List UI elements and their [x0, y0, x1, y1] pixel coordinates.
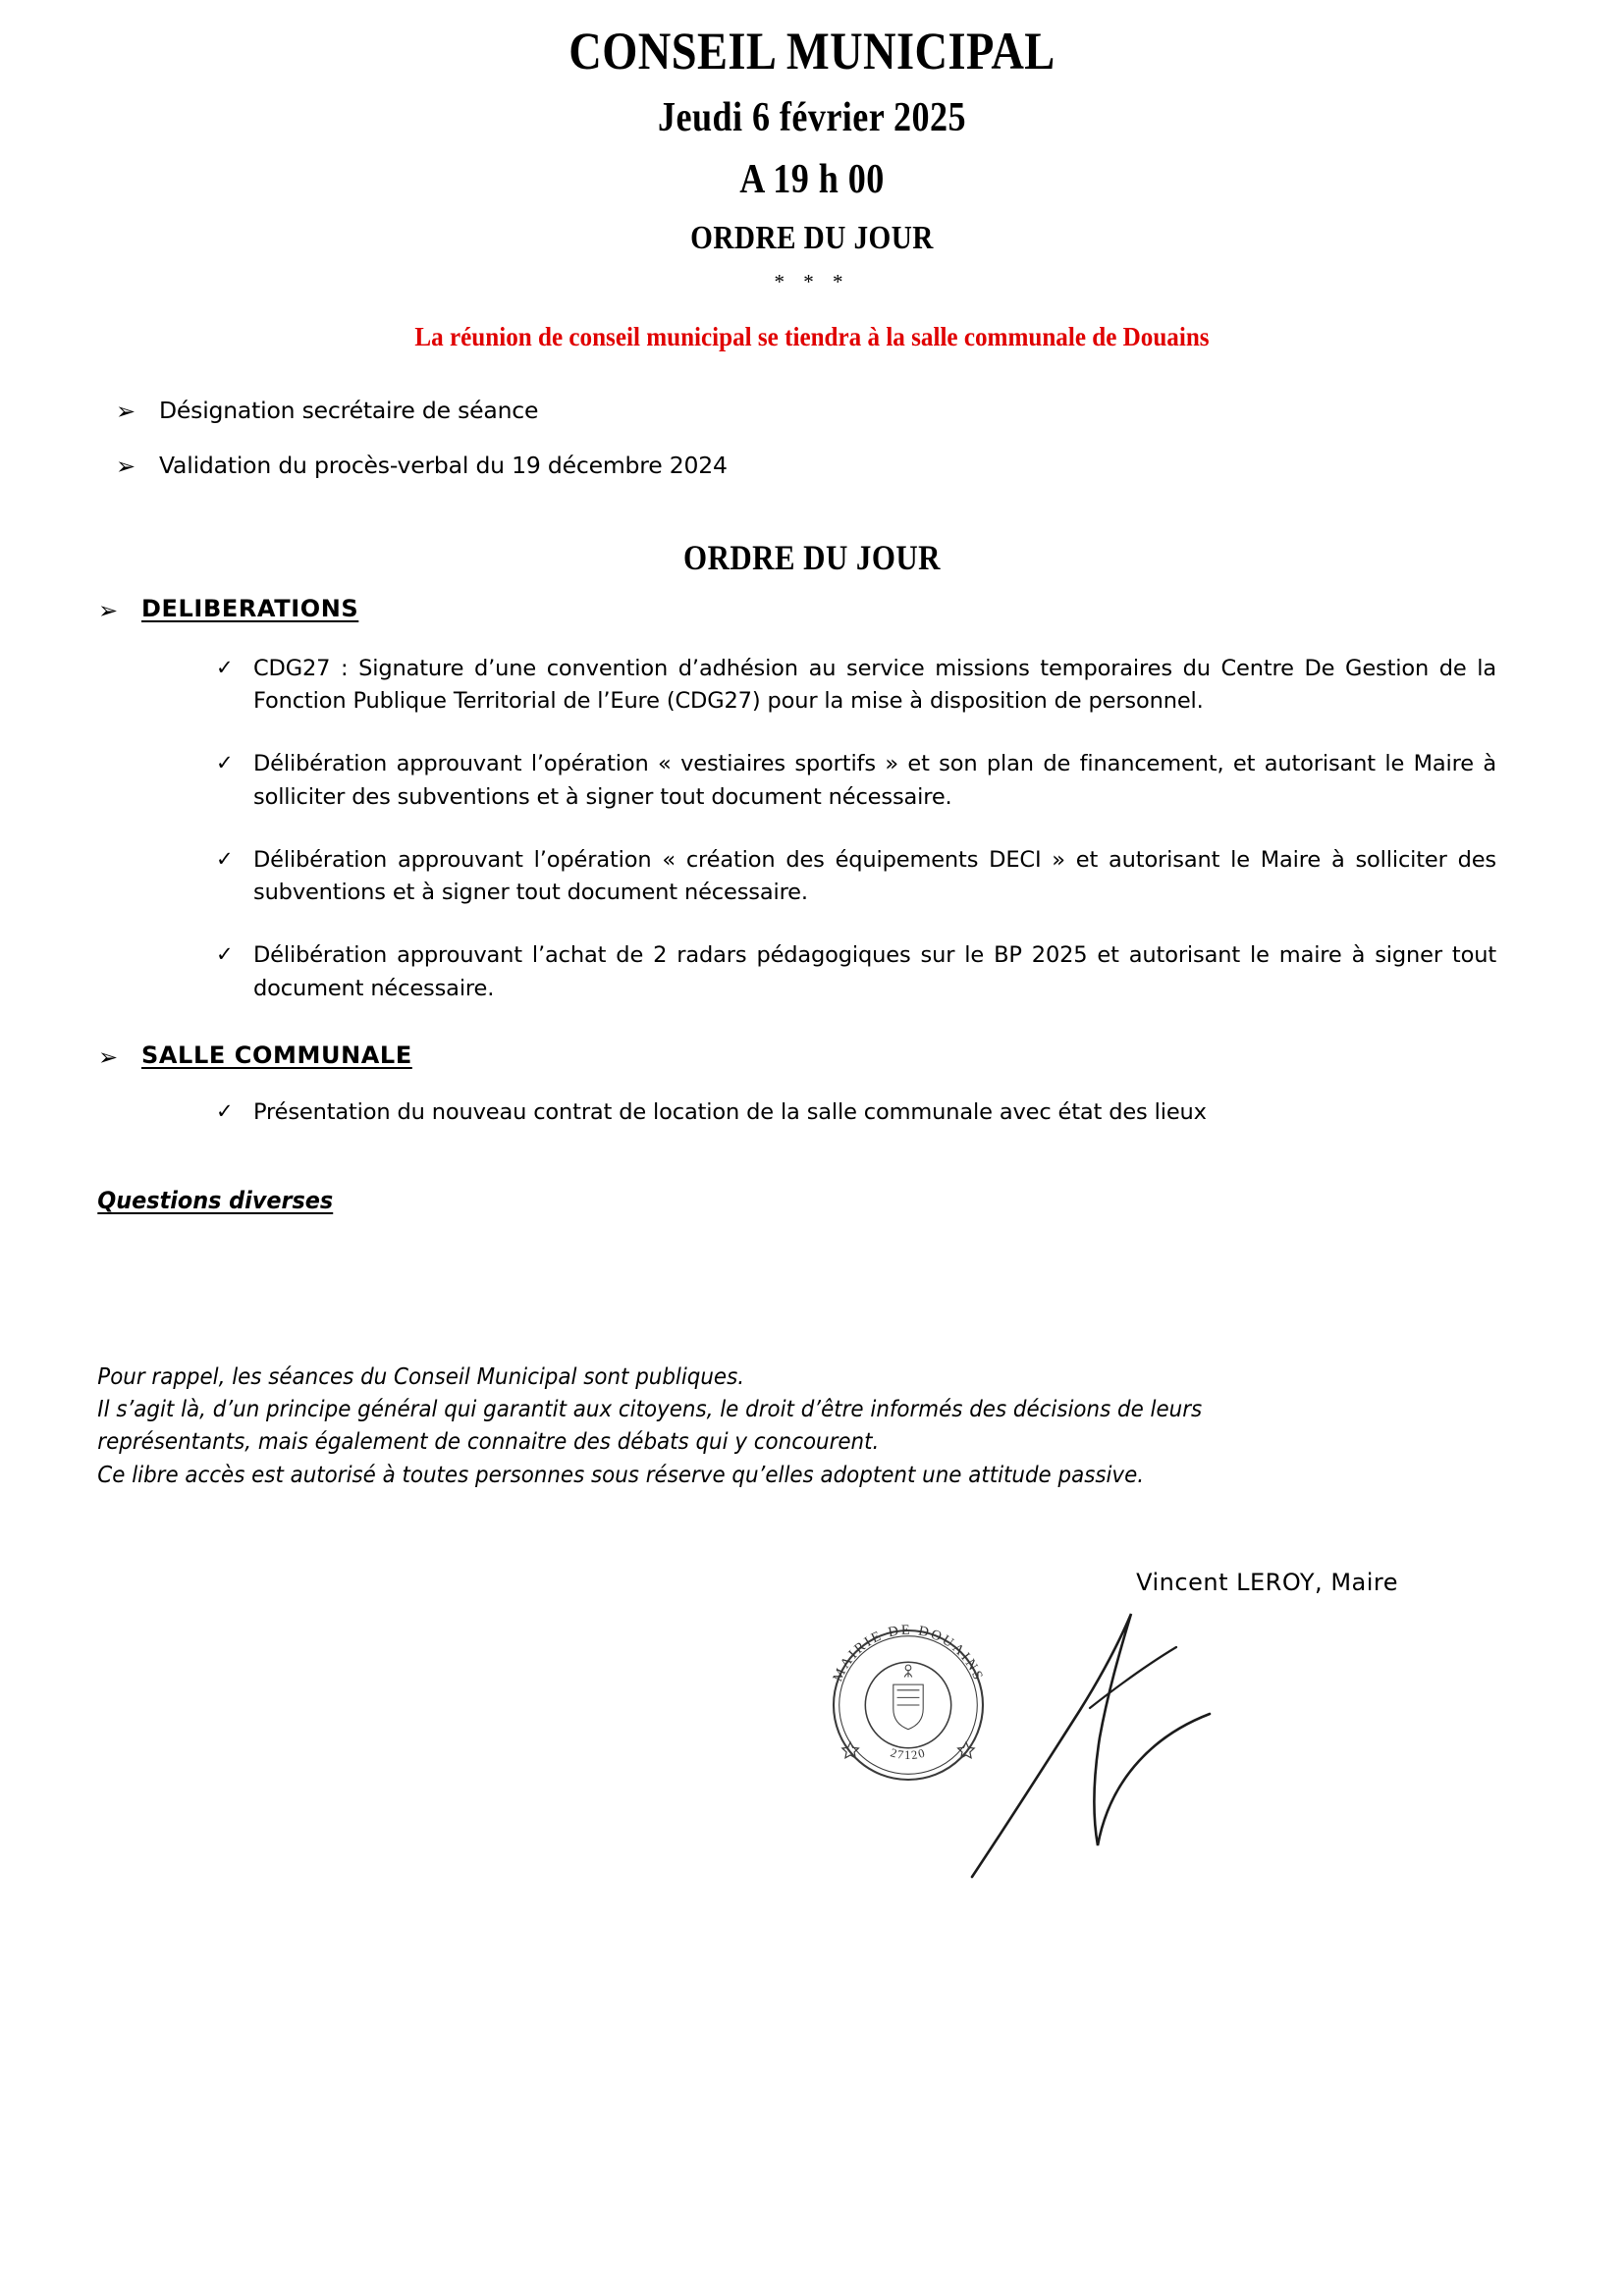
- svg-text:MAIRIE DE DOUAINS: MAIRIE DE DOUAINS: [830, 1622, 987, 1684]
- separator-asterisks: * * *: [774, 269, 850, 294]
- arrow-bullet-icon: ➢: [98, 597, 119, 625]
- meeting-date: Jeudi 6 février 2025: [658, 95, 966, 141]
- section-title: SALLE COMMUNALE: [141, 1041, 412, 1069]
- list-item: [216, 844, 1496, 911]
- signature-name: Vincent LEROY, Maire: [1136, 1569, 1398, 1597]
- questions-diverses-heading: Questions diverses: [97, 1186, 334, 1214]
- agenda-heading-main: ORDRE DU JOUR: [683, 538, 941, 578]
- list-item: [216, 748, 1496, 815]
- list-item-label: Délibération approuvant l’achat de 2 radars pédagogiques sur le BP 2025 et autorisant le maire à signer tout document nécessaire.: [253, 942, 1496, 1001]
- footnote-block: [88, 1362, 1435, 1492]
- footnote-line-2: Il s’agit là, d’un principe général qui garantit aux citoyens, le droit d’être informés des décisions de leurs représentants, mais également de connaitre des débats qui y concourent.: [97, 1397, 1203, 1456]
- agenda-heading-top: ORDRE DU JOUR: [690, 220, 934, 257]
- check-bullet-icon: ✓: [216, 1099, 234, 1124]
- arrow-bullet-icon: ➢: [116, 397, 136, 425]
- arrow-bullet-icon: ➢: [116, 453, 136, 481]
- svg-text:27120: 27120: [889, 1745, 928, 1763]
- arrow-bullet-icon: ➢: [98, 1042, 119, 1071]
- check-bullet-icon: ✓: [216, 846, 234, 871]
- list-item-label: Désignation secrétaire de séance: [159, 396, 539, 424]
- page-title: CONSEIL MUNICIPAL: [568, 22, 1056, 80]
- venue-notice: La réunion de conseil municipal se tiendra à la salle communale de Douains: [414, 321, 1210, 351]
- preliminary-list: [88, 396, 1536, 483]
- list-item: [216, 1096, 1496, 1130]
- handwritten-signature: [952, 1592, 1286, 1887]
- list-item: [216, 653, 1496, 720]
- list-item-label: Validation du procès-verbal du 19 décembre 2024: [159, 452, 728, 480]
- footnote-line-1: Pour rappel, les séances du Conseil Municipal sont publiques.: [97, 1363, 745, 1390]
- meeting-time: A 19 h 00: [739, 156, 885, 202]
- signature-area: [88, 1602, 1536, 1857]
- list-item-label: Délibération approuvant l’opération « vestiaires sportifs » et son plan de financement, et autorisant le Maire à solliciter des subventions et à signer tout document nécessaire.: [253, 751, 1496, 810]
- mairie-stamp-icon: [815, 1612, 1001, 1798]
- check-bullet-icon: ✓: [216, 655, 234, 679]
- list-item: [116, 396, 1536, 427]
- check-bullet-icon: ✓: [216, 942, 234, 967]
- list-item: [216, 939, 1496, 1006]
- section-title: DELIBERATIONS: [141, 595, 359, 623]
- footnote-line-3: Ce libre accès est autorisé à toutes personnes sous réserve qu’elles adoptent une attitude passive.: [97, 1462, 1145, 1488]
- list-item-label: Délibération approuvant l’opération « création des équipements DECI » et autorisant le Maire à solliciter des subventions et à signer tout document nécessaire.: [253, 846, 1496, 906]
- check-bullet-icon: ✓: [216, 751, 234, 775]
- list-item-label: CDG27 : Signature d’une convention d’adhésion au service missions temporaires du Centre De Gestion de la Fonction Publique Territorial de l’Eure (CDG27) pour la mise à disposition de personnel.: [253, 655, 1496, 715]
- list-item: [116, 451, 1536, 482]
- section-header-deliberations: [88, 595, 1536, 626]
- salle-communale-list: [88, 1096, 1536, 1130]
- section-header-salle-communale: [88, 1041, 1536, 1073]
- deliberations-list: [88, 653, 1536, 1006]
- list-item-label: Présentation du nouveau contrat de location de la salle communale avec état des lieux: [253, 1099, 1207, 1126]
